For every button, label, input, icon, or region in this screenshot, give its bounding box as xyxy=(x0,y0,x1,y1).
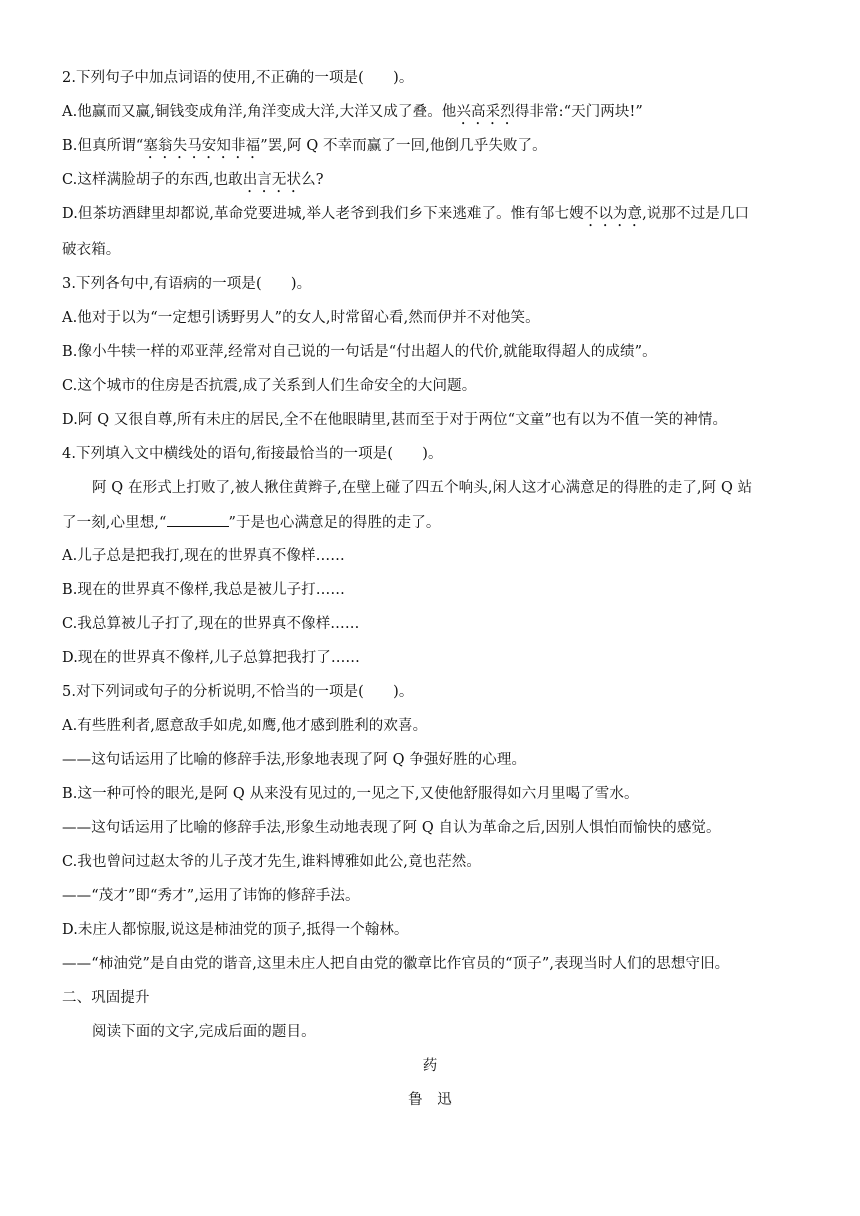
q4-stem: 4.下列填入文中横线处的语句,衔接最恰当的一项是( )。 xyxy=(62,446,443,462)
q2-option-d xyxy=(62,204,749,230)
q2-c-text-end: 么? xyxy=(301,172,324,188)
q3-stem: 3.下列各句中,有语病的一项是( )。 xyxy=(62,276,312,292)
q2-option-c xyxy=(62,170,324,196)
q3-option-c: C.这个城市的住房是否抗震,成了关系到人们生命安全的大问题。 xyxy=(62,378,477,394)
q2-b-dotted-term: 塞翁失马安知非福 xyxy=(143,138,261,154)
q5-option-d-note: ——“柿油党”是自由党的谐音,这里未庄人把自由党的徽章比作官员的“顶子”,表现当时人们的思想守旧。 xyxy=(62,956,730,972)
q4-passage-line-1: 阿 Q 在形式上打败了,被人揪住黄辫子,在壁上碰了四五个响头,闲人这才心满意足的得胜的走了,阿 Q 站 xyxy=(92,480,753,496)
q5-option-c: C.我也曾问过赵太爷的儿子茂才先生,谁料博雅如此公,竟也茫然。 xyxy=(62,854,482,870)
q5-option-a: A.有些胜利者,愿意敌手如虎,如鹰,他才感到胜利的欢喜。 xyxy=(62,718,428,734)
q2-b-text: B.但真所谓“ xyxy=(62,138,144,154)
q4-passage-text: 了一刻,心里想,“ xyxy=(62,515,167,531)
q3-option-a: A.他对于以为“一定想引诱野男人”的女人,时常留心看,然而伊并不对他笑。 xyxy=(62,310,540,326)
q2-stem: 2.下列句子中加点词语的使用,不正确的一项是( )。 xyxy=(62,70,414,86)
q2-option-d-continued: 破衣箱。 xyxy=(62,242,121,258)
passage-title: 药 xyxy=(422,1058,438,1074)
q2-d-text-end: ,说那不过是几口 xyxy=(642,206,750,222)
q4-passage-text-end: ”于是也心满意足的得胜的走了。 xyxy=(228,515,441,531)
q3-option-d: D.阿 Q 又很自尊,所有未庄的居民,全不在他眼睛里,甚而至于对于两位“文童”也有以为不值一笑的神情。 xyxy=(62,412,728,428)
reading-instruction: 阅读下面的文字,完成后面的题目。 xyxy=(92,1024,316,1040)
q2-option-a xyxy=(62,102,643,128)
q4-option-c: C.我总算被儿子打了,现在的世界真不像样…… xyxy=(62,616,360,632)
q2-a-text-end: 得非常:“天门两块!” xyxy=(514,104,643,120)
q3-option-b: B.像小牛犊一样的邓亚萍,经常对自己说的一句话是“付出超人的代价,就能取得超人的成绩”。 xyxy=(62,344,657,360)
q2-d-text: D.但茶坊酒肆里却都说,革命党要进城,举人老爷到我们乡下来逃难了。惟有邹七嫂 xyxy=(62,206,584,222)
q4-option-a: A.儿子总是把我打,现在的世界真不像样…… xyxy=(62,548,345,564)
q4-passage-line-2 xyxy=(62,512,440,533)
q2-d-dotted-term: 不以为意 xyxy=(583,206,643,222)
q5-option-d: D.未庄人都惊服,说这是柿油党的顶子,抵得一个翰林。 xyxy=(62,922,409,938)
q2-c-dotted-term: 出言无状 xyxy=(242,172,302,188)
q5-option-b: B.这一种可怜的眼光,是阿 Q 从来没有见过的,一见之下,又使他舒服得如六月里喝了雪水。 xyxy=(62,786,639,802)
q5-stem: 5.对下列词或句子的分析说明,不恰当的一项是( )。 xyxy=(62,684,414,700)
q2-c-text: C.这样满脸胡子的东西,也敢 xyxy=(62,172,243,188)
q5-option-a-note: ——这句话运用了比喻的修辞手法,形象地表现了阿 Q 争强好胜的心理。 xyxy=(62,752,527,768)
q4-option-b: B.现在的世界真不像样,我总是被儿子打…… xyxy=(62,582,345,598)
q2-a-dotted-term: 兴高采烈 xyxy=(456,104,515,120)
q2-b-text-end: ”罢,阿 Q 不幸而赢了一回,他倒几乎失败了。 xyxy=(260,138,547,154)
q5-option-b-note: ——这句话运用了比喻的修辞手法,形象生动地表现了阿 Q 自认为革命之后,因别人惧怕而愉快的感觉。 xyxy=(62,820,721,836)
q5-option-c-note: ——“茂才”即“秀才”,运用了讳饰的修辞手法。 xyxy=(62,888,360,904)
q2-option-b xyxy=(62,136,547,162)
q4-option-d: D.现在的世界真不像样,儿子总算把我打了…… xyxy=(62,650,361,666)
fill-in-blank xyxy=(167,512,229,527)
passage-author: 鲁 迅 xyxy=(408,1092,452,1108)
section-heading: 二、巩固提升 xyxy=(62,990,150,1006)
q2-a-text: A.他赢而又赢,铜钱变成角洋,角洋变成大洋,大洋又成了叠。他 xyxy=(62,104,457,120)
